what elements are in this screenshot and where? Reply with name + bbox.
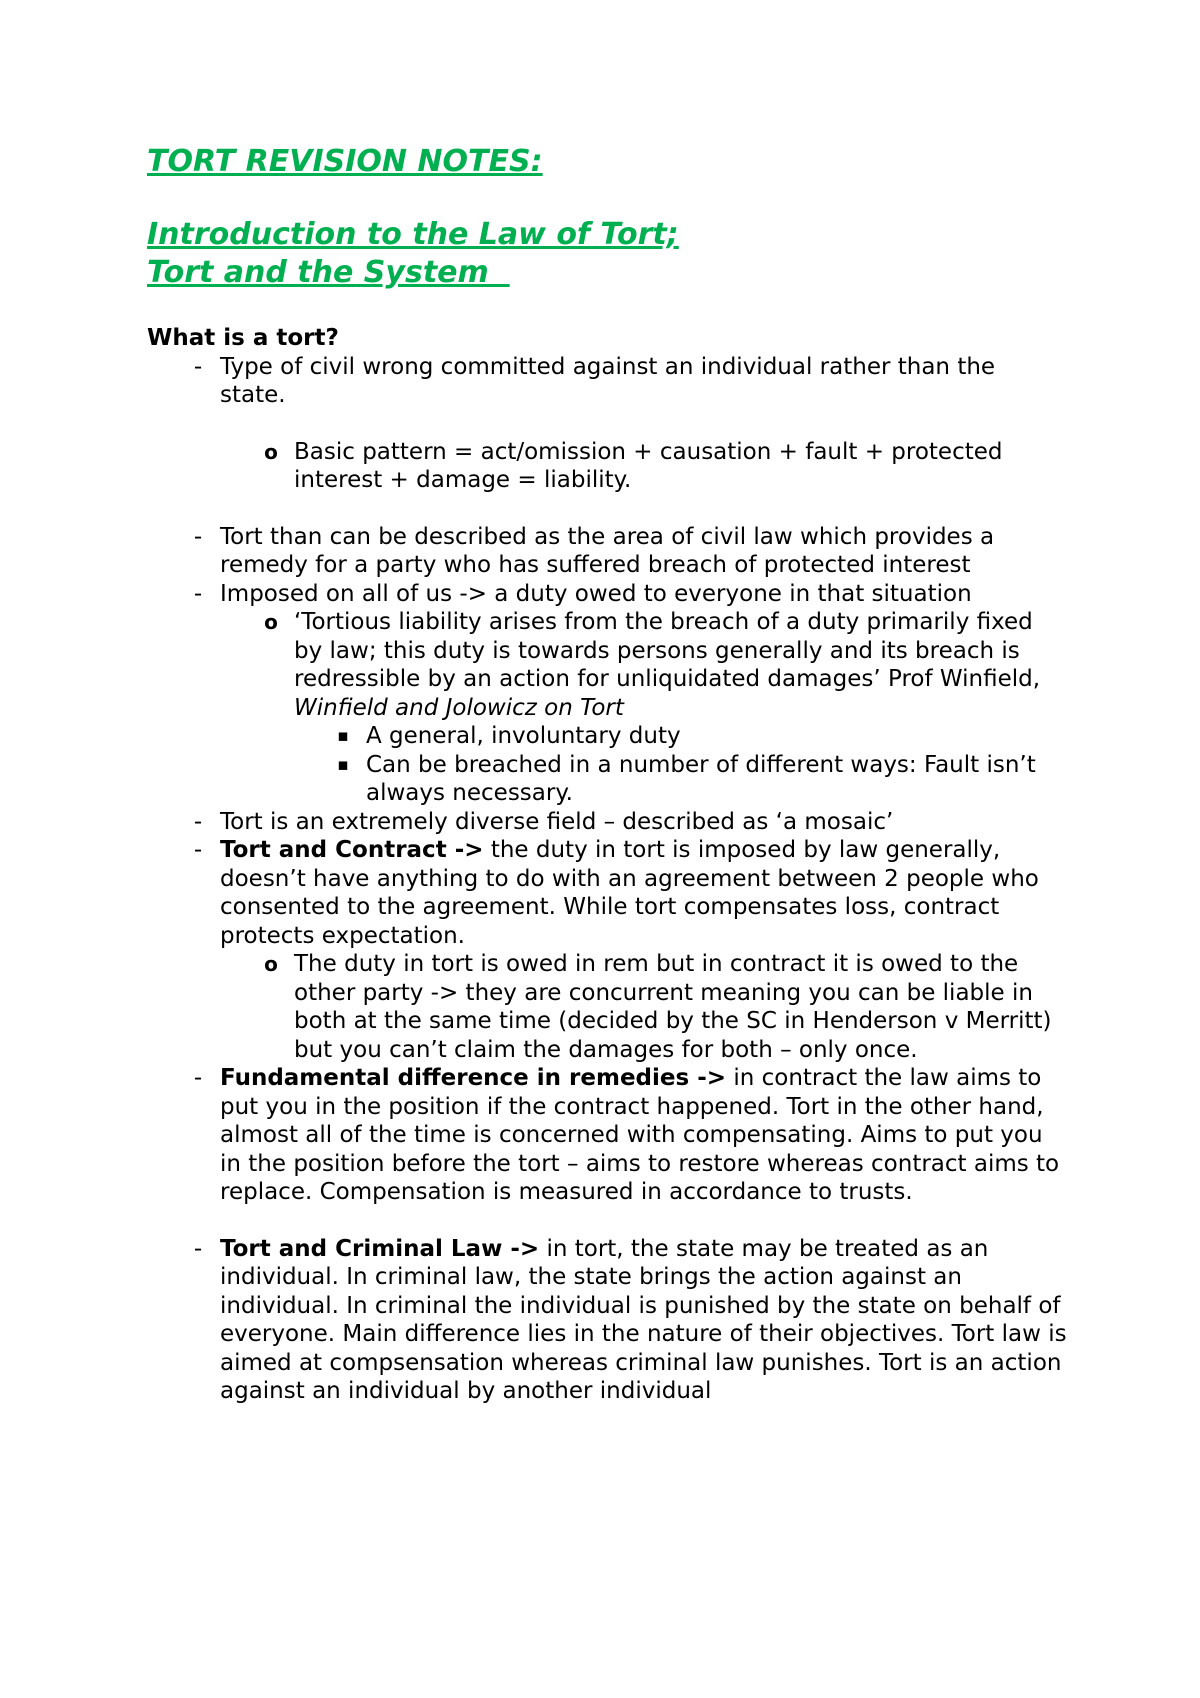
list-item xyxy=(147,1064,1067,1207)
section-heading: What is a tort? xyxy=(147,325,339,351)
list-item xyxy=(147,808,1067,837)
item-text: Type of civil wrong committed against an individual rather than the state. xyxy=(220,353,996,408)
list-item xyxy=(147,438,1067,495)
item-text: Can be breached in a number of different ways: Fault isn’t always necessary. xyxy=(366,751,1036,806)
circle-bullet: o xyxy=(264,952,278,976)
dash-bullet: - xyxy=(193,353,203,380)
list-item xyxy=(147,722,1067,751)
subtitle-line-1: Introduction to the Law of Tort; xyxy=(147,217,679,252)
document-body xyxy=(147,142,1067,1406)
item-text: in tort, the state may be treated as an individual. In criminal law, the state brings the action against an individual. In criminal the individual is punished by the state on behalf of everyone. Main difference lies in the nature of their objectives. Tort law is aimed at compsensation whereas criminal law punishes. Tort is an action against an individual by another individual xyxy=(220,1235,1067,1404)
item-text: the duty in tort is imposed by law generally, doesn’t have anything to do with an agreement between 2 people who consented to the agreement. While tort compensates loss, contract protects expectation. xyxy=(220,837,1039,949)
dash-bullet: - xyxy=(193,1065,203,1091)
item-text: Tort is an extremely diverse field – described as ‘a mosaic’ xyxy=(220,808,894,835)
list-item xyxy=(147,523,1067,580)
list-item xyxy=(147,608,1067,722)
dash-bullet: - xyxy=(193,808,203,835)
list-item xyxy=(147,950,1067,1064)
dash-bullet: - xyxy=(193,837,203,863)
item-bold-lead: Fundamental difference in remedies -> xyxy=(220,1065,727,1091)
square-bullet: ▪ xyxy=(337,726,349,746)
list-item xyxy=(147,353,1067,410)
square-bullet: ▪ xyxy=(337,754,349,775)
item-text: in contract the law aims to put you in the position if the contract happened. Tort in the other hand, almost all of the time is concerned with compensating. Aims to put you in the position before the tort – aims to restore whereas contract aims to replace. Compensation is measured in accordance to trusts. xyxy=(220,1065,1060,1205)
document-title: TORT REVISION NOTES: xyxy=(147,144,543,179)
dash-bullet: - xyxy=(193,1235,203,1262)
item-text: Imposed on all of us -> a duty owed to everyone in that situation xyxy=(220,580,972,607)
item-bold-lead: Tort and Criminal Law -> xyxy=(220,1235,540,1262)
list-item xyxy=(147,836,1067,950)
list-item xyxy=(147,751,1067,808)
item-bold-lead: Tort and Contract -> xyxy=(220,837,484,863)
list-item xyxy=(147,580,1067,609)
subtitle-line-2: Tort and the System xyxy=(147,255,510,290)
dash-bullet: - xyxy=(193,523,203,550)
item-text: ‘Tortious liability arises from the breach of a duty primarily fixed by law; this duty is towards persons generally and its breach is redressible by an action for unliquidated damages’ Prof Winfield, xyxy=(294,609,1041,692)
list-item xyxy=(147,1235,1067,1406)
circle-bullet: o xyxy=(264,439,278,464)
dash-bullet: - xyxy=(193,580,203,607)
item-text: Basic pattern = act/omission + causation + fault + protected interest + damage = liability. xyxy=(294,438,1003,493)
book-title: Winfield and Jolowicz on Tort xyxy=(294,694,624,721)
item-text: Tort than can be described as the area of civil law which provides a remedy for a party who has suffered breach of protected interest xyxy=(220,523,995,578)
item-text: The duty in tort is owed in rem but in contract it is owed to the other party -> they are concurrent meaning you can be liable in both at the same time (decided by the SC in Henderson v Merritt) but you can’t claim the damages for both – only once. xyxy=(294,951,1052,1063)
item-text: A general, involuntary duty xyxy=(366,723,681,749)
document-subtitle xyxy=(147,216,1067,292)
circle-bullet: o xyxy=(264,610,278,634)
